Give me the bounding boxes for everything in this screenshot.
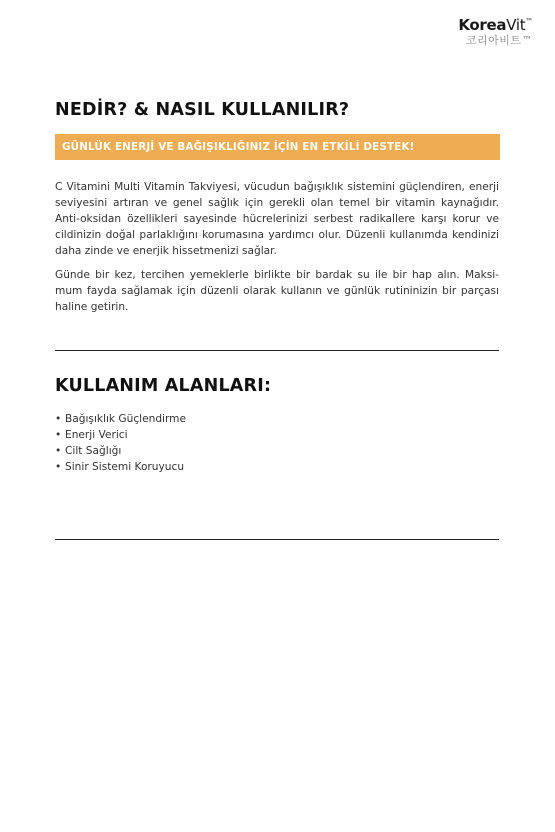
usage-paragraph: Günde bir kez, tercihen yemeklerle birlikte bir bardak su ile bir hap alın. Maksi-mum fayda sağlamak için düzenli olarak kullanın ve günlük rutininizin bir parçası haline getirin. <box>55 269 499 313</box>
list-item <box>55 411 186 427</box>
divider-top <box>55 350 499 351</box>
brand-name-bold: Korea <box>458 16 507 34</box>
list-item <box>55 427 186 443</box>
list-item-label: Bağışıklık Güçlendirme <box>65 413 187 425</box>
highlight-band: GÜNLÜK ENERJİ VE BAĞIŞIKLIĞINIZ İÇİN EN ETKİLİ DESTEK! <box>55 134 500 160</box>
bullet-icon: • <box>55 413 62 425</box>
description-paragraph: C Vitamini Multi Vitamin Takviyesi, vücudun bağışıklık sistemini güçlendiren, enerji seviyesini artıran ve genel sağlık için gerekli olan temel bir vitamin kaynağıdır. Anti-oksidan özellikleri sayesinde hücrelerinizi serbest radikallere karşı korur ve cildinizin doğal parlaklığını korumasına yardımcı olur. Düzenli kullanımda kendinizi daha zinde ve enerjik hissetmenizi sağlar. <box>55 181 499 257</box>
section-title-usage-areas: KULLANIM ALANLARI: <box>55 376 272 396</box>
trademark-symbol: ™ <box>525 17 533 26</box>
brand-name <box>458 18 533 33</box>
brand-subtitle: 코리아비트™ <box>465 34 533 47</box>
bullet-icon: • <box>55 429 62 441</box>
usage-areas-list <box>55 411 186 475</box>
section-title-what-how: NEDİR? & NASIL KULLANILIR? <box>55 100 350 120</box>
brand-name-regular: Vit <box>506 16 526 34</box>
list-item-label: Enerji Verici <box>65 429 128 441</box>
list-item <box>55 459 186 475</box>
list-item-label: Sinir Sistemi Koruyucu <box>65 461 185 473</box>
brand-logo <box>458 18 533 46</box>
bullet-icon: • <box>55 445 62 457</box>
bullet-icon: • <box>55 461 62 473</box>
divider-bottom <box>55 539 499 540</box>
list-item-label: Cilt Sağlığı <box>65 445 122 457</box>
list-item <box>55 443 186 459</box>
